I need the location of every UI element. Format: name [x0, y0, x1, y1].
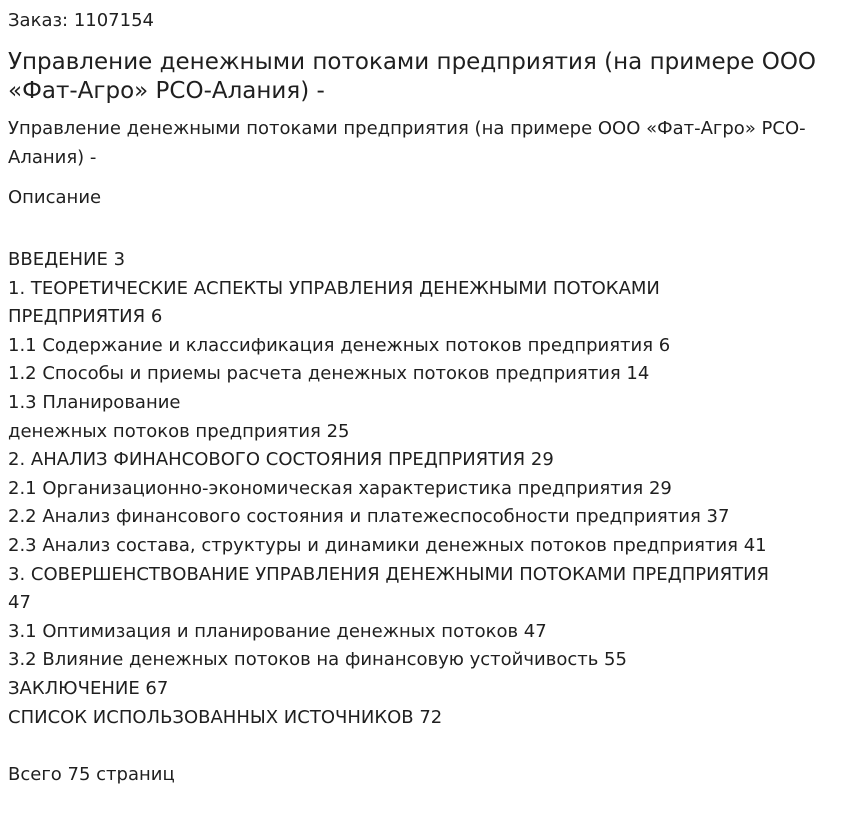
toc-line: ВВЕДЕНИЕ 3 — [8, 249, 126, 270]
toc-line: 1.1 Содержание и классификация денежных потоков предприятия 6 — [8, 334, 671, 356]
table-of-contents — [8, 246, 839, 732]
toc-line: 2. АНАЛИЗ ФИНАНСОВОГО СОСТОЯНИЯ ПРЕДПРИЯТИЯ 29 — [8, 449, 554, 471]
toc-line: ПРЕДПРИЯТИЯ 6 — [8, 306, 163, 328]
total-pages: Всего 75 страниц — [8, 764, 175, 786]
toc-line: 3. СОВЕРШЕНСТВОВАНИЕ УПРАВЛЕНИЯ ДЕНЕЖНЫМИ ПОТОКАМИ ПРЕДПРИЯТИЯ — [8, 563, 770, 585]
toc-line: 3.2 Влияние денежных потоков на финансовую устойчивость 55 — [8, 649, 627, 671]
toc-line: 3.1 Оптимизация и планирование денежных потоков 47 — [8, 620, 547, 642]
toc-line: 2.1 Организационно-экономическая характеристика предприятия 29 — [8, 477, 672, 499]
document-title: Управление денежными потоками предприятия (на примере ООО «Фат-Агро» РСО-Алания) - — [8, 49, 817, 104]
toc-line: СПИСОК ИСПОЛЬЗОВАННЫХ ИСТОЧНИКОВ 72 — [8, 706, 443, 728]
toc-line: 47 — [8, 592, 31, 614]
toc-line: денежных потоков предприятия 25 — [8, 420, 350, 442]
order-number: Заказ: 1107154 — [8, 10, 154, 31]
toc-line: 1.3 Планирование — [8, 391, 181, 413]
toc-line: 1.2 Способы и приемы расчета денежных потоков предприятия 14 — [8, 363, 650, 385]
document-subtitle: Управление денежными потоками предприятия (на примере ООО «Фат-Агро» РСО-Алания) - — [8, 118, 806, 168]
description-heading: Описание — [8, 187, 102, 208]
toc-line: 2.3 Анализ состава, структуры и динамики денежных потоков предприятия 41 — [8, 534, 767, 556]
toc-line: ЗАКЛЮЧЕНИЕ 67 — [8, 677, 169, 699]
toc-line: 1. ТЕОРЕТИЧЕСКИЕ АСПЕКТЫ УПРАВЛЕНИЯ ДЕНЕЖНЫМИ ПОТОКАМИ — [8, 277, 660, 299]
toc-line: 2.2 Анализ финансового состояния и платежеспособности предприятия 37 — [8, 506, 730, 528]
